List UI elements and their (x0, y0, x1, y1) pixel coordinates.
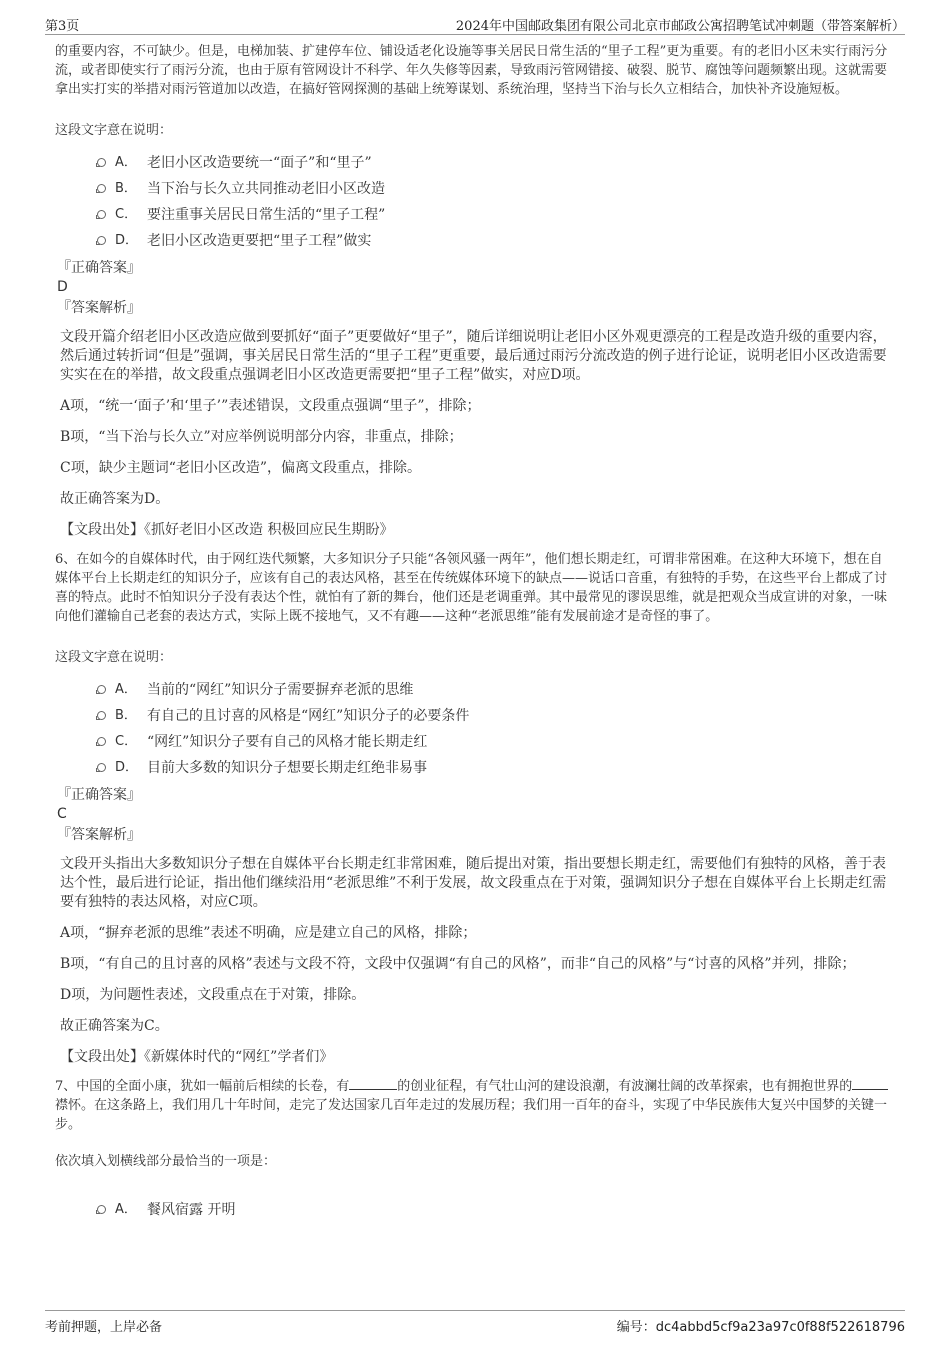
document-code: 编号：dc4abbd5cf9a23a97c0f88f522618796 (616, 1320, 905, 1335)
radio-icon[interactable] (97, 711, 106, 720)
question-5-option-b[interactable]: B． 当下治与长久立共同推动老旧小区改造 (55, 176, 890, 202)
question-5-conclusion: 故正确答案为D。 (60, 491, 170, 507)
question-7-options (55, 1197, 890, 1223)
question-5-answer-label: 『正确答案』 (57, 260, 141, 276)
question-6-analysis-label: 『答案解析』 (57, 827, 141, 843)
fill-blank-1 (349, 1077, 397, 1090)
question-6-analysis-a: A项，“摒弃老派的思维”表述不明确，应是建立自己的风格，排除； (60, 925, 477, 941)
question-6-options (55, 677, 890, 781)
question-6-analysis-d: D项，为问题性表述，文段重点在于对策，排除。 (60, 987, 366, 1003)
question-7-option-a[interactable]: A． 餐风宿露 开明 (55, 1197, 890, 1223)
footer-slogan: 考前押题，上岸必备 (45, 1320, 163, 1335)
page-content (55, 40, 890, 1223)
question-5-analysis-label: 『答案解析』 (57, 300, 141, 316)
page-number: 第3页 (45, 19, 80, 34)
question-5-passage-tail: 的重要内容，不可缺少。但是，电梯加装、扩建停车位、铺设适老化设施等事关居民日常生活的“里子工程”更为重要。有的老旧小区未实行雨污分流，或者即使实行了雨污分流，也由于原有管网设计不科学、年久失修等因素，导致雨污管网错接、破裂、脱节、腐蚀等问题频繁出现。这就需要拿出实打实的举措对雨污管道加以改造，在搞好管网探测的基础上统筹谋划、系统治理，坚持当下治与长久立相结合，加快补齐设施短板。 (55, 44, 888, 97)
question-5-analysis-main: 文段开篇介绍老旧小区改造应做到要抓好“面子”更要做好“里子”，随后详细说明让老旧小区外观更漂亮的工程是改造升级的重要内容，然后通过转折词“但是”强调，事关居民日常生活的“里子工程”更重要，最后通过雨污分流改造的例子进行论证，说明老旧小区改造需要实实在在的举措，故文段重点强调老旧小区改造更需要把“里子工程”做实，对应D项。 (60, 329, 887, 383)
radio-icon[interactable] (97, 158, 106, 167)
radio-icon[interactable] (97, 737, 106, 746)
question-6-option-a[interactable]: A． 当前的“网红”知识分子需要摒弃老派的思维 (55, 677, 890, 703)
radio-icon[interactable] (97, 236, 106, 245)
question-5-option-a[interactable]: A． 老旧小区改造要统一“面子”和“里子” (55, 150, 890, 176)
page-header (45, 12, 905, 35)
question-7-ask: 依次填入划横线部分最恰当的一项是： (55, 1154, 277, 1169)
question-6-conclusion: 故正确答案为C。 (60, 1018, 169, 1034)
question-6-analysis-b: B项，“有自己的且讨喜的风格”表述与文段不符，文段中仅强调“有自己的风格”，而非“自己的风格”与“讨喜的风格”并列，排除； (60, 956, 856, 972)
question-6-option-b[interactable]: B． 有自己的且讨喜的风格是“网红”知识分子的必要条件 (55, 703, 890, 729)
question-5-analysis-c: C项，缺少主题词“老旧小区改造”，偏离文段重点，排除。 (60, 460, 422, 476)
radio-icon[interactable] (97, 184, 106, 193)
question-6-option-c[interactable]: C． “网红”知识分子要有自己的风格才能长期走红 (55, 729, 890, 755)
question-5-analysis-b: B项，“当下治与长久立”对应举例说明部分内容，非重点，排除； (60, 429, 463, 445)
radio-icon[interactable] (97, 685, 106, 694)
question-6-answer: C (57, 806, 67, 822)
question-5-option-d[interactable]: D． 老旧小区改造更要把“里子工程”做实 (55, 228, 890, 254)
question-5-ask: 这段文字意在说明： (55, 123, 173, 138)
question-6-answer-label: 『正确答案』 (57, 787, 141, 803)
question-5-options (55, 150, 890, 254)
document-title: 2024年中国邮政集团有限公司北京市邮政公寓招聘笔试冲刺题（带答案解析） (455, 19, 905, 34)
question-5-source: 【文段出处】《抓好老旧小区改造 积极回应民生期盼》 (60, 522, 394, 538)
question-7-stem: 7、中国的全面小康，犹如一幅前后相续的长卷，有 的创业征程，有气壮山河的建设浪潮，有波澜壮阔的改革探索，也有拥抱世界的襟怀。在这条路上，我们用几十年时间，走完了发达国家几百年走过的发展历程；我们用一百年的奋斗，实现了中华民族伟大复兴中国梦的关键一步。 (55, 1079, 888, 1132)
question-5-option-c[interactable]: C． 要注重事关居民日常生活的“里子工程” (55, 202, 890, 228)
question-6-option-d[interactable]: D． 目前大多数的知识分子想要长期走红绝非易事 (55, 755, 890, 781)
question-6-stem: 6、在如今的自媒体时代，由于网红迭代频繁，大多知识分子只能“各领风骚一两年”，他们想长期走红，可谓非常困难。在这种大环境下，想在自媒体平台上长期走红的知识分子，应该有自己的表达风格，甚至在传统媒体环境下的缺点——说话口音重，有独特的手势，在这些平台上都成了讨喜的特点。此时不怕知识分子没有表达个性，就怕有了新的舞台，他们还是老调重弹。其中最常见的谬误思维，就是把观众当成宣讲的对象，一味向他们灌输自己老套的表达方式，实际上既不接地气，又不有趣——这种“老派思维”能有发展前途才是奇怪的事了。 (55, 552, 888, 624)
question-6-analysis-main: 文段开头指出大多数知识分子想在自媒体平台长期走红非常困难，随后提出对策，指出要想长期走红，需要他们有独特的风格，善于表达个性，最后进行论证，指出他们继续沿用“老派思维”不利于发展，故文段重点在于对策，强调知识分子想在自媒体平台上长期走红需要有独特的表达风格，对应C项。 (60, 856, 887, 910)
radio-icon[interactable] (97, 210, 106, 219)
radio-icon[interactable] (97, 1205, 106, 1214)
page-footer (45, 1310, 905, 1335)
radio-icon[interactable] (97, 763, 106, 772)
question-6-source: 【文段出处】《新媒体时代的“网红”学者们》 (60, 1049, 334, 1065)
question-6-ask: 这段文字意在说明： (55, 650, 173, 665)
question-5-analysis-a: A项，“统一‘面子’和‘里子’”表述错误，文段重点强调“里子”，排除； (60, 398, 481, 414)
question-5-answer: D (57, 279, 68, 295)
fill-blank-2 (852, 1077, 888, 1090)
